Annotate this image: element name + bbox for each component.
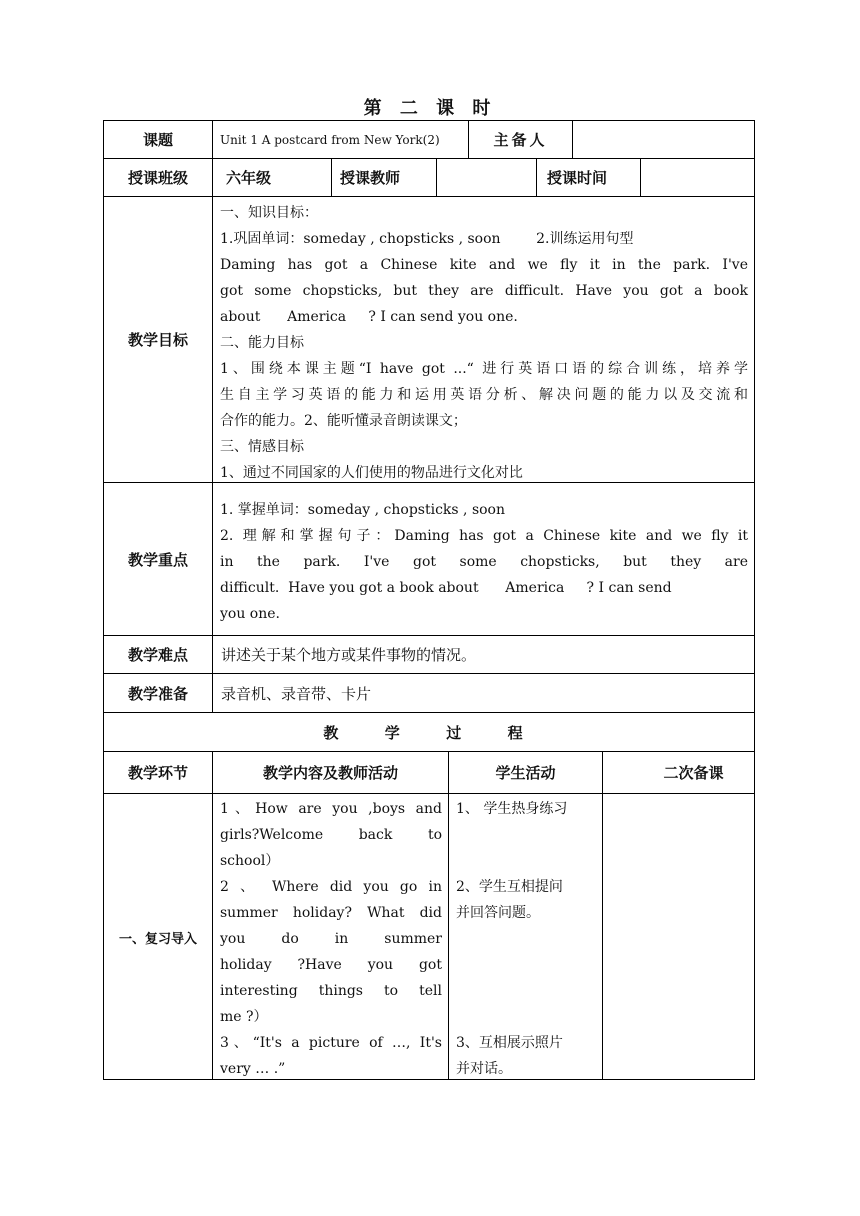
review-stage-label: 一、复习导入 (118, 931, 197, 947)
key-points-line: 1. 掌握单词：someday , chopsticks , soon (220, 502, 506, 518)
student-line (456, 1004, 596, 1030)
objectives-line: 三、情感目标 (220, 439, 304, 455)
difficulties-label: 教学难点 (127, 646, 188, 664)
preparation-row (103, 673, 755, 712)
student-line: 1、 学生热身练习 (456, 801, 568, 817)
teacher-line: me ?） (220, 1009, 268, 1025)
header-student-activity: 学生活动 (448, 752, 602, 793)
topic-text: Unit 1 A postcard from New York(2) (220, 132, 440, 147)
objectives-content (212, 197, 754, 482)
teacher-line: you do in summer (220, 931, 442, 947)
objectives-line: 生自主学习英语的能力和运用英语分析、解决问题的能力以及交流和 (220, 387, 748, 403)
teacher-line: 1、How are you ,boys and (220, 801, 442, 817)
key-points-label: 教学重点 (127, 550, 188, 569)
teacher-value (436, 159, 536, 196)
objectives-line: 1、通过不同国家的人们使用的物品进行文化对比 (220, 465, 523, 481)
objectives-label: 教学目标 (127, 331, 188, 349)
difficulties-row (103, 635, 755, 673)
teacher-line: very … .” (220, 1061, 286, 1077)
student-line (456, 952, 596, 978)
time-label: 授课时间 (536, 159, 640, 196)
review-student-content (448, 794, 602, 1080)
student-line: 2、学生互相提问 (456, 879, 563, 895)
key-points-row (103, 482, 755, 635)
review-second-prep (602, 794, 754, 1080)
process-header-row (103, 751, 755, 793)
process-heading-row (103, 712, 755, 751)
review-row (103, 793, 755, 1080)
objectives-line: about America ? I can send you one. (220, 309, 518, 325)
student-line (456, 926, 596, 952)
header-second-prep: 二次备课 (602, 752, 754, 793)
review-teacher-content (212, 794, 448, 1080)
objectives-row (103, 196, 755, 482)
objectives-line: 一、知识目标： (220, 205, 318, 221)
objectives-line: 1.巩固单词：someday , chopsticks , soon 2.训练运用句型 (220, 231, 634, 247)
objectives-line: 1、围绕本课主题“I have got ...“ 进行英语口语的综合训练，培养学 (220, 361, 748, 377)
student-line: 并回答问题。 (456, 905, 540, 921)
teacher-line: girls?Welcome back to (220, 827, 442, 843)
preparer-label: 主备人 (468, 121, 572, 158)
teacher-label: 授课教师 (331, 159, 436, 196)
key-points-content (212, 483, 754, 635)
key-points-line: in the park. I've got some chopsticks, but they are (220, 554, 748, 570)
page-title: 第 二 课 时 (363, 98, 497, 119)
objectives-line: 二、能力目标 (220, 335, 304, 351)
teacher-line: summer holiday? What did (220, 905, 442, 921)
class-value: 六年级 (212, 159, 331, 196)
header-stage: 教学环节 (127, 764, 188, 782)
teacher-line: 3、“It's a picture of …, It's (220, 1035, 442, 1051)
topic-value (212, 121, 468, 158)
student-line (456, 978, 596, 1004)
table-bottom-border (103, 1079, 755, 1080)
time-value (640, 159, 754, 196)
student-line: 并对话。 (456, 1061, 512, 1077)
preparer-value (572, 121, 754, 158)
header-teacher-activity: 教学内容及教师活动 (212, 752, 448, 793)
process-heading: 教 学 过 程 (323, 723, 535, 742)
class-row (103, 158, 755, 196)
teacher-line: 2 、 Where did you go in (220, 879, 442, 895)
topic-label: 课题 (142, 131, 173, 149)
student-line: 3、互相展示照片 (456, 1035, 563, 1051)
difficulties-value: 讲述关于某个地方或某件事物的情况。 (212, 636, 754, 673)
student-line (456, 848, 596, 874)
class-label: 授课班级 (127, 169, 188, 187)
objectives-line: 合作的能力。2、能听懂录音朗读课文； (220, 413, 467, 429)
objectives-line: got some chopsticks, but they are difficult. Have you got a book (220, 283, 748, 299)
key-points-line: difficult. Have you got a book about America ? I can send (220, 580, 672, 596)
teacher-line: school） (220, 853, 280, 869)
teacher-line: holiday ?Have you got (220, 957, 442, 973)
student-line (456, 822, 596, 848)
preparation-label: 教学准备 (127, 684, 188, 703)
preparation-value: 录音机、录音带、卡片 (212, 674, 754, 712)
topic-row (103, 120, 755, 158)
objectives-line: Daming has got a Chinese kite and we fly it in the park. I've (220, 257, 748, 273)
key-points-line: 2. 理解和掌握句子：Daming has got a Chinese kite and we fly it (220, 528, 748, 544)
key-points-line: you one. (220, 606, 280, 622)
teacher-line: interesting things to tell (220, 983, 442, 999)
